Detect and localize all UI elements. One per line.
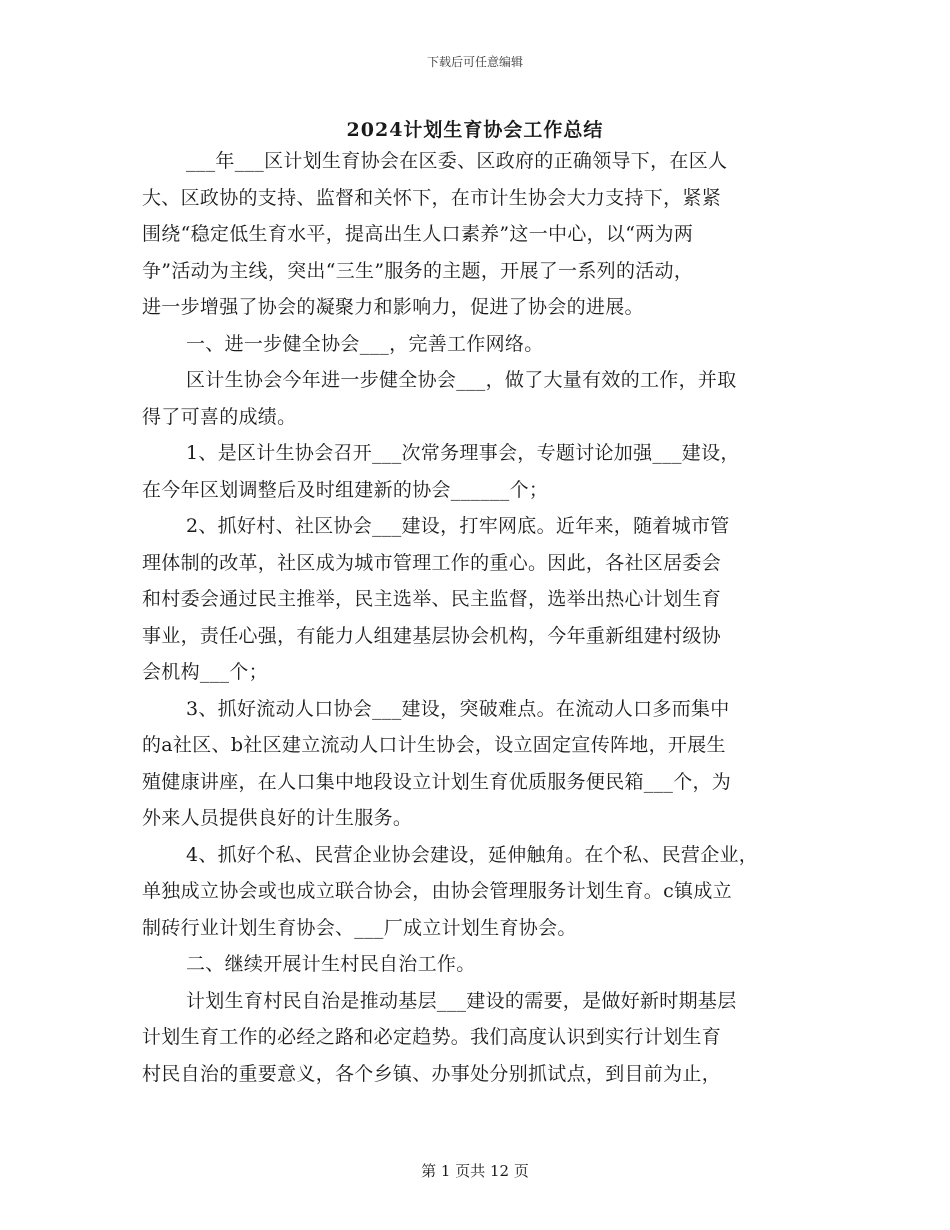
text-line: 的a社区、b社区建立流动人口计生协会，设立固定宣传阵地，开展生 [142,734,726,756]
text-line: 2、抓好村、社区协会___建设，打牢网底。近年来，随着城市管 [186,515,730,537]
text-line: 一、进一步健全协会___，完善工作网络。 [186,332,544,355]
text-line: ___年___区计划生育协会在区委、区政府的正确领导下，在区人 [186,150,728,172]
text-line: 进一步增强了协会的凝聚力和影响力，促进了协会的进展。 [142,296,644,318]
document-title: 2024计划生育协会工作总结 [346,119,604,141]
text-line: 围绕“稳定低生育水平，提高出生人口素养”这一中心，以“两为两 [142,223,694,245]
text-line: 和村委会通过民主推举，民主选举、民主监督，选举出热心计划生育 [142,588,722,610]
page-footer: 第 1 页共 12 页 [421,1162,529,1180]
text-line: 3、抓好流动人口协会___建设，突破难点。在流动人口多而集中 [186,697,730,720]
text-line: 大、区政协的支持、监督和关怀下，在市计生协会大力支持下，紧紧 [142,186,722,209]
text-line: 计划生育村民自治是推动基层___建设的需要，是做好新时期基层 [186,989,737,1012]
text-line: 会机构___个； [142,661,268,683]
text-line: 争”活动为主线，突出“三生”服务的主题，开展了一系列的活动， [142,259,694,282]
text-line: 4、抓好个私、民营企业协会建设，延伸触角。在个私、民营企业， [186,843,759,866]
document-body [142,143,817,1092]
text-line: 在今年区划调整后及时组建新的协会______个； [142,478,549,501]
text-line: 1、是区计生协会召开___次常务理事会，专题讨论加强___建设， [186,442,740,464]
text-line: 制砖行业计划生育协会、___厂成立计划生育协会。 [142,916,577,939]
text-line: 单独成立协会或也成立联合协会，由协会管理服务计划生育。c镇成立 [142,880,732,902]
text-line: 二、继续开展计生村民自治工作。 [186,953,476,975]
text-line: 村民自治的重要意义，各个乡镇、办事处分别抓试点，到目前为止， [142,1062,722,1085]
text-line: 计划生育工作的必经之路和必定趋势。我们高度认识到实行计划生育 [142,1026,722,1048]
header-note: 下载后可任意编辑 [426,55,523,69]
text-line: 事业，责任心强，有能力人组建基层协会机构，今年重新组建村级协 [142,624,722,647]
text-line: 得了可喜的成绩。 [142,405,297,428]
text-line: 殖健康讲座，在人口集中地段设立计划生育优质服务便民箱___个，为 [142,770,732,793]
text-line: 区计生协会今年进一步健全协会___，做了大量有效的工作，并取 [186,369,737,391]
text-line: 理体制的改革，社区成为城市管理工作的重心。因此，各社区居委会 [142,551,722,574]
text-line: 外来人员提供良好的计生服务。 [142,807,413,829]
